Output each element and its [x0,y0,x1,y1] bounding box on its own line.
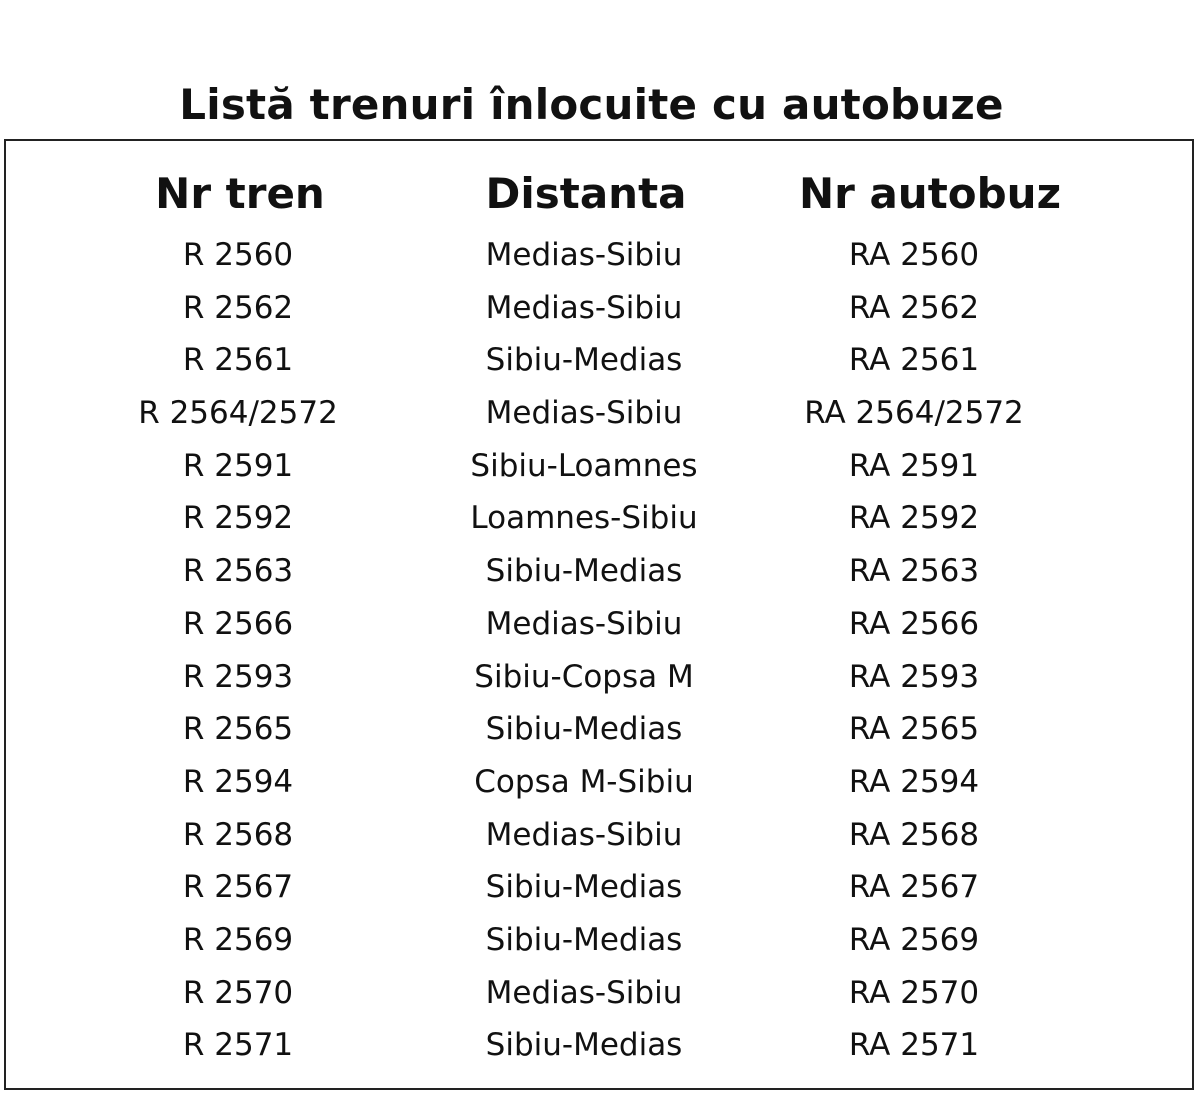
table-row [6,861,1192,914]
train-number-cell: R 2566 [182,605,294,642]
table-header-row [6,166,1192,222]
bus-number-cell: RA 2566 [848,605,980,642]
train-number-cell: R 2563 [182,553,294,590]
bus-number-cell: RA 2570 [848,974,980,1011]
train-number-cell: R 2570 [182,974,294,1011]
replacement-table [4,139,1194,1090]
bus-number-cell: RA 2593 [848,658,980,695]
distance-cell: Sibiu-Copsa M [474,658,694,695]
bus-number-cell: RA 2591 [848,447,980,484]
distance-cell: Sibiu-Medias [485,553,683,590]
distance-cell: Sibiu-Medias [485,711,683,748]
distance-cell: Sibiu-Medias [485,342,683,379]
distance-cell: Loamnes-Sibiu [470,500,698,537]
bus-number-cell: RA 2567 [848,869,980,906]
train-number-cell: R 2561 [182,342,294,379]
bus-number-cell: RA 2568 [848,816,980,853]
table-row [6,703,1192,756]
bus-number-cell: RA 2592 [848,500,980,537]
bus-number-cell: RA 2562 [848,289,980,326]
train-number-cell: R 2560 [182,237,294,273]
table-row [6,598,1192,651]
train-number-cell: R 2592 [182,500,294,537]
distance-cell: Sibiu-Medias [485,1027,683,1064]
distance-cell: Medias-Sibiu [485,605,683,642]
table-row [6,387,1192,440]
table-row [6,334,1192,387]
bus-number-cell: RA 2565 [848,711,980,748]
table-row [6,545,1192,598]
distance-cell: Medias-Sibiu [485,237,683,273]
train-number-cell: R 2562 [182,289,294,326]
table-row [6,756,1192,809]
train-number-cell: R 2565 [182,711,294,748]
distance-cell: Sibiu-Medias [485,869,683,906]
table-row [6,967,1192,1020]
bus-number-cell: RA 2560 [848,237,980,273]
table-row [6,492,1192,545]
bus-number-cell: RA 2561 [848,342,980,379]
table-row [6,229,1192,282]
distance-cell: Medias-Sibiu [485,816,683,853]
train-number-cell: R 2594 [182,763,294,800]
bus-number-cell: RA 2569 [848,921,980,958]
train-number-cell: R 2569 [182,921,294,958]
bus-number-cell: RA 2571 [848,1027,980,1064]
distance-cell: Sibiu-Medias [485,921,683,958]
header-train-number: Nr tren [155,169,325,218]
train-number-cell: R 2571 [182,1027,294,1064]
train-number-cell: R 2564/2572 [138,395,338,432]
distance-cell: Medias-Sibiu [485,974,683,1011]
bus-number-cell: RA 2563 [848,553,980,590]
table-row [6,914,1192,967]
train-number-cell: R 2591 [182,447,294,484]
header-bus-number: Nr autobuz [798,169,1062,218]
train-number-cell: R 2567 [182,869,294,906]
bus-number-cell: RA 2564/2572 [804,395,1024,432]
distance-cell: Medias-Sibiu [485,289,683,326]
table-row [6,651,1192,704]
train-number-cell: R 2568 [182,816,294,853]
train-number-cell: R 2593 [182,658,294,695]
table-row [6,1019,1192,1072]
distance-cell: Copsa M-Sibiu [474,763,694,800]
header-distance: Distanta [485,169,687,218]
table-row [6,282,1192,335]
page-title: Listă trenuri înlocuite cu autobuze [179,80,1004,129]
table-row [6,440,1192,493]
distance-cell: Sibiu-Loamnes [470,447,698,484]
distance-cell: Medias-Sibiu [485,395,683,432]
bus-number-cell: RA 2594 [848,763,980,800]
table-body [6,229,1192,1072]
table-row [6,809,1192,862]
